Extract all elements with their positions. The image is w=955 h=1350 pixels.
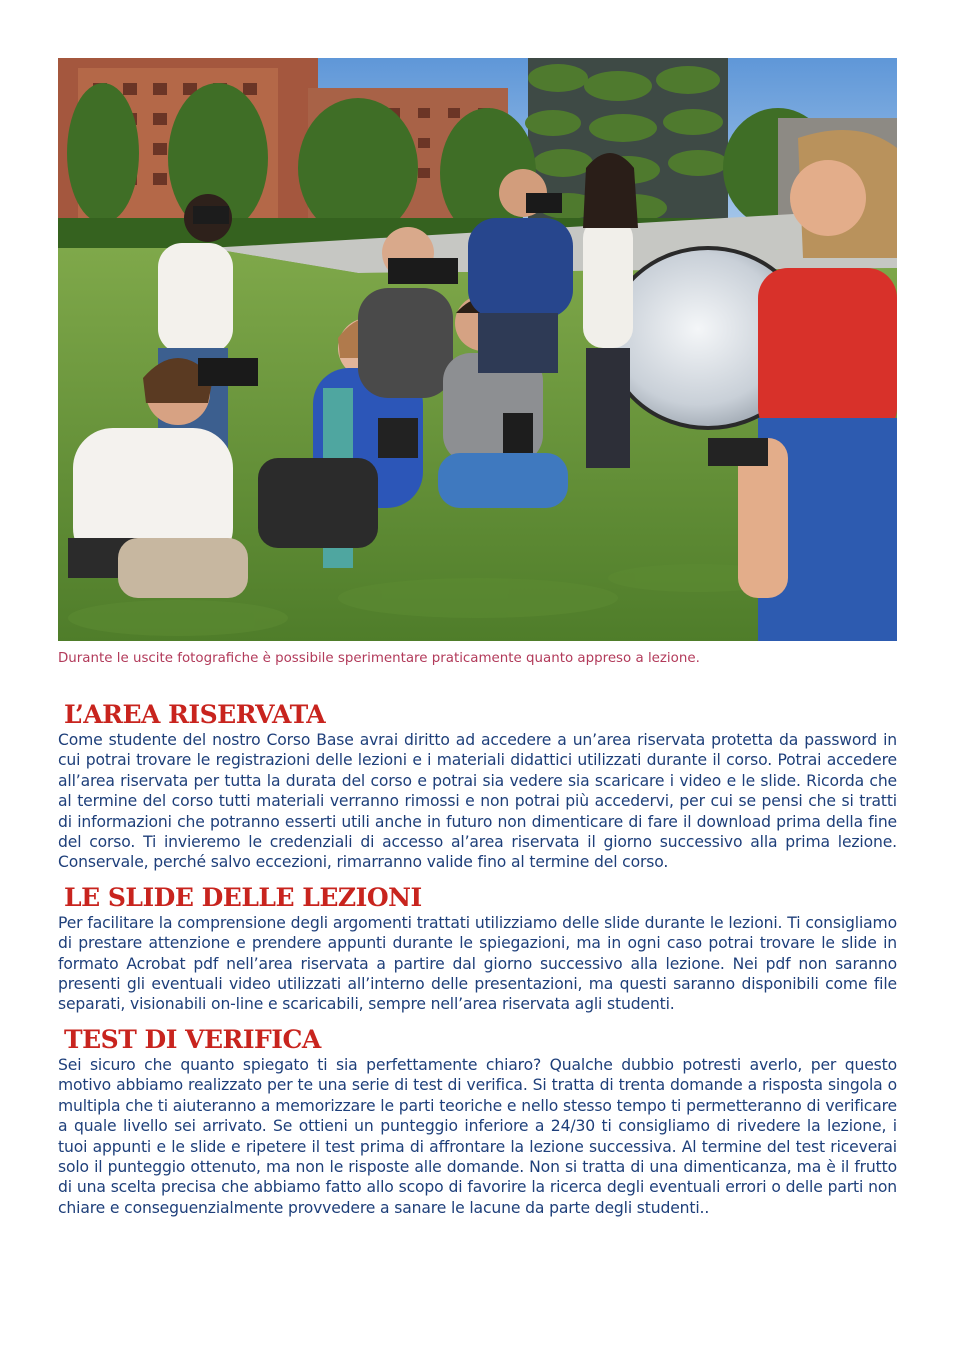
section-slide-lezioni	[58, 883, 897, 1015]
section-test-verifica	[58, 1025, 897, 1218]
section-title: LE SLIDE DELLE LEZIONI	[64, 882, 422, 912]
section-title: TEST DI VERIFICA	[64, 1024, 321, 1054]
section-paragraph: Come studente del nostro Corso Base avrai diritto ad accedere a un’area riservata protetta da password in cui potrai trovare le registrazioni delle lezioni e i materiali didattici utilizzati durante il corso. Potrai accedere all’area riservata per tutta la durata del corso e potrai sia vedere sia scaricare i video e le slide. Ricorda che al termine del corso tutti materiali verranno rimossi e non potrai più accedervi, per cui se pensi che si tratti di informazioni che potranno esserti utili anche in futuro non dimenticare di fare il download prima della fine del corso. Ti invieremo le credenziali di accesso al’area riservata il giorno successivo alla prima lezione. Conservale, perché salvo eccezioni, rimarranno valide fino al termine del corso.	[58, 731, 897, 872]
section-paragraph: Sei sicuro che quanto spiegato ti sia perfettamente chiaro? Qualche dubbio potresti averlo, per questo motivo abbiamo realizzato per te una serie di test di verifica. Si tratta di trenta domande a risposta singola o multipla che ti aiuteranno a memorizzare le parti teoriche e nello stesso tempo ti permetteranno di verificare a quale livello sei arrivato. Se ottieni un punteggio inferiore a 24/30 ti consigliamo di rivedere la lezione, i tuoi appunti e le slide e ripetere il test prima di affrontare la lezione successiva. Al termine del test riceverai solo il punteggio ottenuto, ma non le risposte alle domande. Non si tratta di una dimenticanza, ma è il frutto di una scelta precisa che abbiamo fatto allo scopo di favorire la ricerca degli eventuali errori o delle parti non chiare e conseguenzialmente provvedere a sanare le lacune da parte degli studenti..	[58, 1055, 897, 1217]
section-paragraph: Per facilitare la comprensione degli argomenti trattati utilizziamo delle slide durante le lezioni. Ti consigliamo di prestare attenzione e prendere appunti durante le spiegazioni, ma in ogni caso potrai trovare le slide in formato Acrobat pdf nell’area riservata a partire dal giorno successivo alla lezione. Nei pdf non saranno presenti gli eventuali video utilizzati all’interno delle presentazioni, ma questi saranno disponibili come file separati, visionabili on-line e scaricabili, sempre nell’area riservata agli studenti.	[58, 913, 897, 1014]
section-area-riservata	[58, 700, 897, 873]
photo-group-photographers	[58, 58, 897, 641]
article-body	[58, 700, 897, 1228]
section-title: L’AREA RISERVATA	[64, 700, 326, 729]
photo-caption: Durante le uscite fotografiche è possibile sperimentare praticamente quanto appreso a lezione.	[58, 651, 700, 666]
